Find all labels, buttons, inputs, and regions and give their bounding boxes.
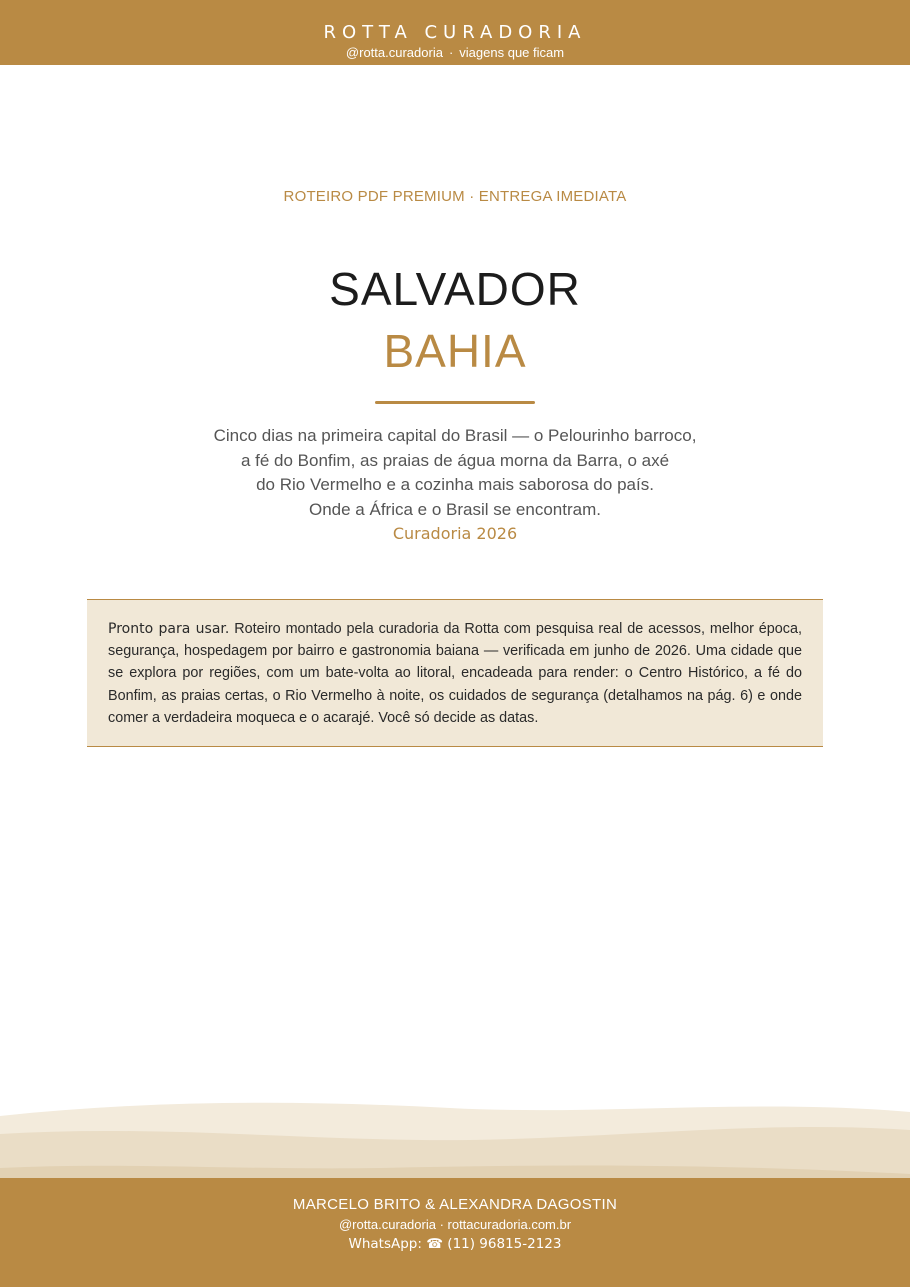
footer-whatsapp: WhatsApp: ☎ (11) 96815-2123 bbox=[348, 1236, 562, 1252]
cover-title: SALVADOR bbox=[329, 263, 581, 315]
tagline-separator: · bbox=[448, 45, 454, 60]
intro-line: Cinco dias na primeira capital do Brasil — o Pelourinho barroco, bbox=[213, 426, 697, 445]
intro-line: Onde a África e o Brasil se encontram. bbox=[309, 499, 601, 519]
callout-text bbox=[108, 618, 802, 729]
footer-authors: MARCELO BRITO & ALEXANDRA DAGOSTIN bbox=[292, 1196, 618, 1213]
footer-bar bbox=[0, 1178, 910, 1287]
ready-to-use-callout bbox=[87, 599, 823, 747]
cover-intro bbox=[150, 424, 760, 547]
title-divider bbox=[375, 401, 535, 404]
tagline-text: viagens que ficam bbox=[459, 45, 565, 60]
edition-label: Curadoria 2026 bbox=[392, 524, 518, 544]
footer-links: @rotta.curadoria · rottacuradoria.com.br bbox=[338, 1217, 572, 1232]
top-header-bar bbox=[0, 0, 910, 65]
intro-line: a fé do Bonfim, as praias de água morna da Barra, o axé bbox=[240, 450, 670, 470]
brand-tagline bbox=[0, 45, 910, 60]
brand-name: ROTTA CURADORIA bbox=[323, 22, 587, 43]
callout-body: Roteiro montado pela curadoria da Rotta com pesquisa real de acessos, melhor época, segurança, hospedagem por bairro e gastronomia baiana — verificada em junho de 2026. Uma cidade que se explora por regiões, com um bate-volta ao litoral, encadeada para render: o Centro Histórico, a fé do Bonfim, as praias certas, o Rio Vermelho à noite, os cuidados de segurança (detalhamos na pág. 6) e onde comer a verdadeira moqueca e o acarajé. Você só decide as datas. bbox=[108, 621, 802, 726]
cover-subtitle: BAHIA bbox=[383, 325, 527, 377]
decorative-waves bbox=[0, 1090, 910, 1190]
intro-line: do Rio Vermelho e a cozinha mais saborosa do país. bbox=[256, 475, 654, 495]
callout-lead: Pronto para usar. bbox=[108, 621, 230, 637]
cover-kicker: ROTEIRO PDF PREMIUM · ENTREGA IMEDIATA bbox=[283, 188, 627, 205]
instagram-handle: @rotta.curadoria bbox=[345, 45, 443, 60]
